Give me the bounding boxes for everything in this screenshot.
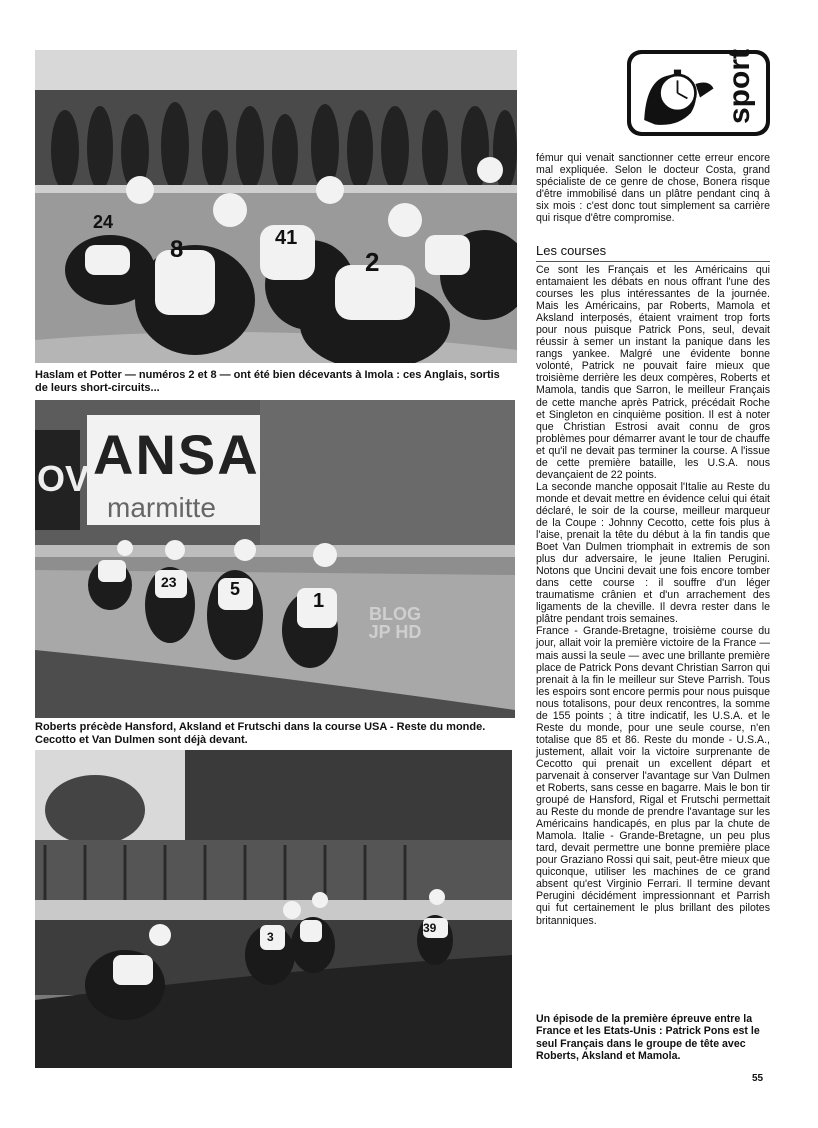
race-number-8: 8 — [170, 236, 184, 263]
paragraph-2: La seconde manche opposait l'Italie au Reste du monde et devait mettre en évidence celui qui était déclaré, le soir de la course, meilleur marqueur de la Coupe : Johnny Cecotto, cette fois plus à l'aise, prenait la tête du début à la fin tandis que Boet Van Dulmen triomphait in extremis de son plus dur adversaire, le jeune Italien Perugini. Notons que Uncini devait une fois encore tomber dans cette course : il souffre d'un léger traumatisme crânien et d'un arrachement des ligaments de la cheville. Il devra rester dans le plâtre pendant trois semaines. — [536, 480, 770, 626]
article-body — [536, 264, 770, 927]
photo3-caption: Un épisode de la première épreuve entre la France et les Etats-Unis : Patrick Pons est le seul Français dans le groupe de tête avec Roberts, Aksland et Mamola. — [536, 1013, 760, 1063]
sport-logo — [627, 50, 770, 136]
race-number-23: 23 — [161, 574, 177, 590]
race-number-5: 5 — [230, 579, 241, 599]
watermark: BLOG JP HD — [368, 604, 422, 642]
photo-haslam-potter — [35, 50, 517, 363]
banner-left-text: OV — [37, 458, 90, 499]
photo-roberts-hansford — [35, 400, 515, 718]
paragraph-1: Ce sont les Français et les Américains qui entamaient les débats en nous offrant l'une des courses les plus intéressantes de la journée. Mais les Américains, par Roberts, Mamola et Aksland interposés, étaient vraiment trop forts pour nous puisque Patrick Pons, seul, devait réussir à semer un instant la panique dans les rangs yankee. Malgré une évidente bonne volonté, Patrick ne pouvait faire mieux que troisième derrière les deux compères, Roberts et Mamola, tandis que Sarron, le meilleur Français de cette manche après Patrick, précédait Roche et Singleton en cinquième position. Il est à noter que Christian Estrosi avait connu de gros problèmes pour démarrer avant le tour de chauffe et qu'il ne devait pas terminer la course. A l'issue de cette première bataille, les U.S.A. nous devançaient de 22 points. — [536, 264, 770, 481]
race-number-39: 39 — [423, 921, 437, 935]
paragraph-3: France - Grande-Bretagne, troisième course du jour, allait voir la première victoire de la France — mais aussi la seule — avec une brillante première place de Patrick Pons devant Christian Sarron qui prenait à la fin le meilleur sur Steve Parrish. Tous les espoirs sont encore permis pour nous puisque nous totalisons, pour deux rencontres, la somme de 155 points ; à titre indicatif, les U.S.A. et le Reste du monde, pour une seule course, n'en totalise que 85 et 86. Reste du monde - U.S.A., justement, allait voir la victoire surprenante de Cecotto qui prenait un excellent départ et parvenait à conserver l'avantage sur Van Dulmen et Roberts, sans cesse en bagarre. Mais le bon tir groupé de Hansford, Rigal et Frutschi permettait au Reste du monde de prendre l'avantage sur les Américains handicapés, en plus par la chute de Mamola. Italie - Grande-Bretagne, un peu plus tard, devait permettre une bonne première place pour Graziano Rossi qui sait, peut-être mieux que quiconque, utiliser les machines de ce grand absent qu'est Virginio Ferrari. Il termine devant Perugini décidément impressionnant et Parrish qui fut certainement le plus brillant des pilotes britanniques. — [536, 625, 770, 927]
stopwatch-hand-icon — [637, 56, 727, 130]
race-number-1: 1 — [313, 590, 325, 612]
section-heading: Les courses — [536, 243, 607, 258]
race-number-3: 3 — [267, 930, 274, 944]
banner-marmitte: marmitte — [107, 492, 216, 523]
race-number-2: 2 — [365, 247, 380, 277]
photo2-caption: Roberts précède Hansford, Aksland et Frutschi dans la course USA - Reste du monde. Cecotto et Van Dulmen sont déjà devant. — [35, 721, 486, 746]
photo-france-usa — [35, 750, 512, 1068]
article-intro — [536, 152, 770, 224]
intro-paragraph: fémur qui venait sanctionner cette erreur encore mal expliquée. Selon le docteur Costa, grand spécialiste de ce genre de chose, Bonera risque d'être immobilisé dans un plâtre pendant cinq à six mois : c'est donc tout simplement sa carrière qui risque d'être compromise. — [536, 152, 770, 225]
photo1-caption: Haslam et Potter — numéros 2 et 8 — ont été bien décevants à Imola : ces Anglais, sortis de leurs short-circuits... — [35, 369, 500, 394]
race-number-41: 41 — [275, 227, 298, 249]
banner-ansa: ANSA — [93, 423, 260, 486]
page-number: 55 — [752, 1073, 764, 1084]
logo-word: sport — [723, 49, 756, 124]
race-number-24: 24 — [93, 212, 114, 232]
heading-rule — [536, 261, 770, 262]
